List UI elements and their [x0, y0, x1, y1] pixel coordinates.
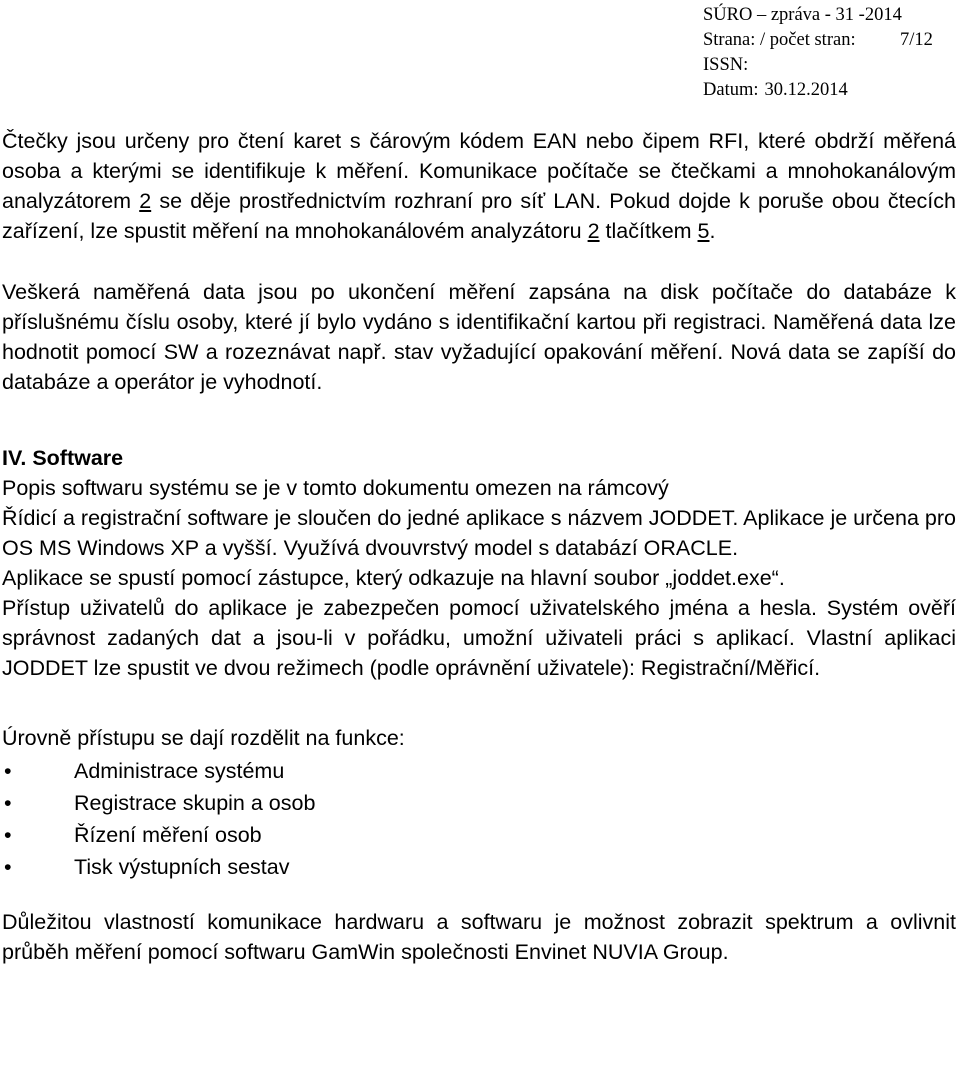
- page-count-value: 7/12: [900, 30, 933, 50]
- list-item: [2, 851, 956, 883]
- issn-label: ISSN:: [703, 55, 749, 75]
- document-body: [2, 126, 956, 967]
- paragraph-text: Čtečky jsou určeny pro čtení karet s čárovým kódem EAN nebo čipem RFI, které obdrží měřená osoba a kterými se identifikuje k měření. Komunikace počítače se čtečkami a mnohokanálovým analyzátorem: [2, 129, 956, 213]
- section-number: IV.: [2, 446, 27, 470]
- list-item: [2, 819, 956, 851]
- section-title: Software: [32, 446, 124, 470]
- access-levels-list: [2, 755, 956, 883]
- bullet-icon: •: [4, 855, 12, 879]
- list-item: [2, 755, 956, 787]
- figure-reference: 2: [587, 219, 600, 243]
- paragraph-text: .: [709, 219, 716, 243]
- paragraph-text: se děje prostřednictvím rozhraní pro síť LAN. Pokud dojde k poruše obou čtecích zařízení, lze spustit měření na mnohokanálovém analyzátoru: [2, 189, 956, 243]
- paragraph-software-access: Přístup uživatelů do aplikace je zabezpečen pomocí uživatelského jména a hesla. Systém ověří správnost zadaných dat a jsou-li v pořádku, umožní uživateli práci s aplikací. Vlastní aplikaci JODDET lze spustit ve dvou režimech (podle oprávnění uživatele): Registrační/Měřicí.: [2, 596, 956, 680]
- list-item-text: Registrace skupin a osob: [74, 791, 316, 815]
- paragraph-text: tlačítkem: [599, 219, 698, 243]
- paragraph-readers: [2, 126, 956, 246]
- list-item: [2, 787, 956, 819]
- page-count-label: Strana: / počet stran:: [703, 30, 856, 50]
- bullet-icon: •: [4, 759, 12, 783]
- bullet-icon: •: [4, 823, 12, 847]
- figure-reference: 2: [139, 189, 152, 213]
- paragraph-software-launch: Aplikace se spustí pomocí zástupce, který odkazuje na hlavní soubor „joddet.exe“.: [2, 566, 785, 590]
- date-line: [703, 78, 933, 103]
- report-id: SÚRO – zpráva - 31 -2014: [703, 5, 902, 25]
- date-label: Datum:: [703, 80, 759, 100]
- page-header: [703, 3, 933, 103]
- list-item-text: Řízení měření osob: [74, 823, 262, 847]
- bullet-icon: •: [4, 791, 12, 815]
- figure-reference: 5: [697, 219, 710, 243]
- page-count-line: [703, 28, 933, 53]
- date-value: 30.12.2014: [764, 80, 848, 100]
- paragraph-gamwin: Důležitou vlastností komunikace hardwaru a softwaru je možnost zobrazit spektrum a ovlivnit průběh měření pomocí softwaru GamWin společnosti Envinet NUVIA Group.: [2, 910, 956, 964]
- section-heading: [2, 443, 956, 473]
- paragraph-software-app: Řídicí a registrační software je sloučen do jedné aplikace s názvem JODDET. Aplikace je určena pro OS MS Windows XP a vyšší. Využívá dvouvrstvý model s databází ORACLE.: [2, 506, 956, 560]
- software-intro: Popis softwaru systému se je v tomto dokumentu omezen na rámcový: [2, 476, 669, 500]
- access-levels-intro: Úrovně přístupu se dají rozdělit na funkce:: [2, 726, 405, 750]
- list-item-text: Administrace systému: [74, 759, 285, 783]
- paragraph-data-storage: Veškerá naměřená data jsou po ukončení měření zapsána na disk počítače do databáze k příslušnému číslu osoby, které jí bylo vydáno s identifikační kartou při registraci. Naměřená data lze hodnotit pomocí SW a rozeznávat např. stav vyžadující opakování měření. Nová data se zapíší do databáze a operátor je vyhodnotí.: [2, 280, 956, 394]
- list-item-text: Tisk výstupních sestav: [74, 855, 290, 879]
